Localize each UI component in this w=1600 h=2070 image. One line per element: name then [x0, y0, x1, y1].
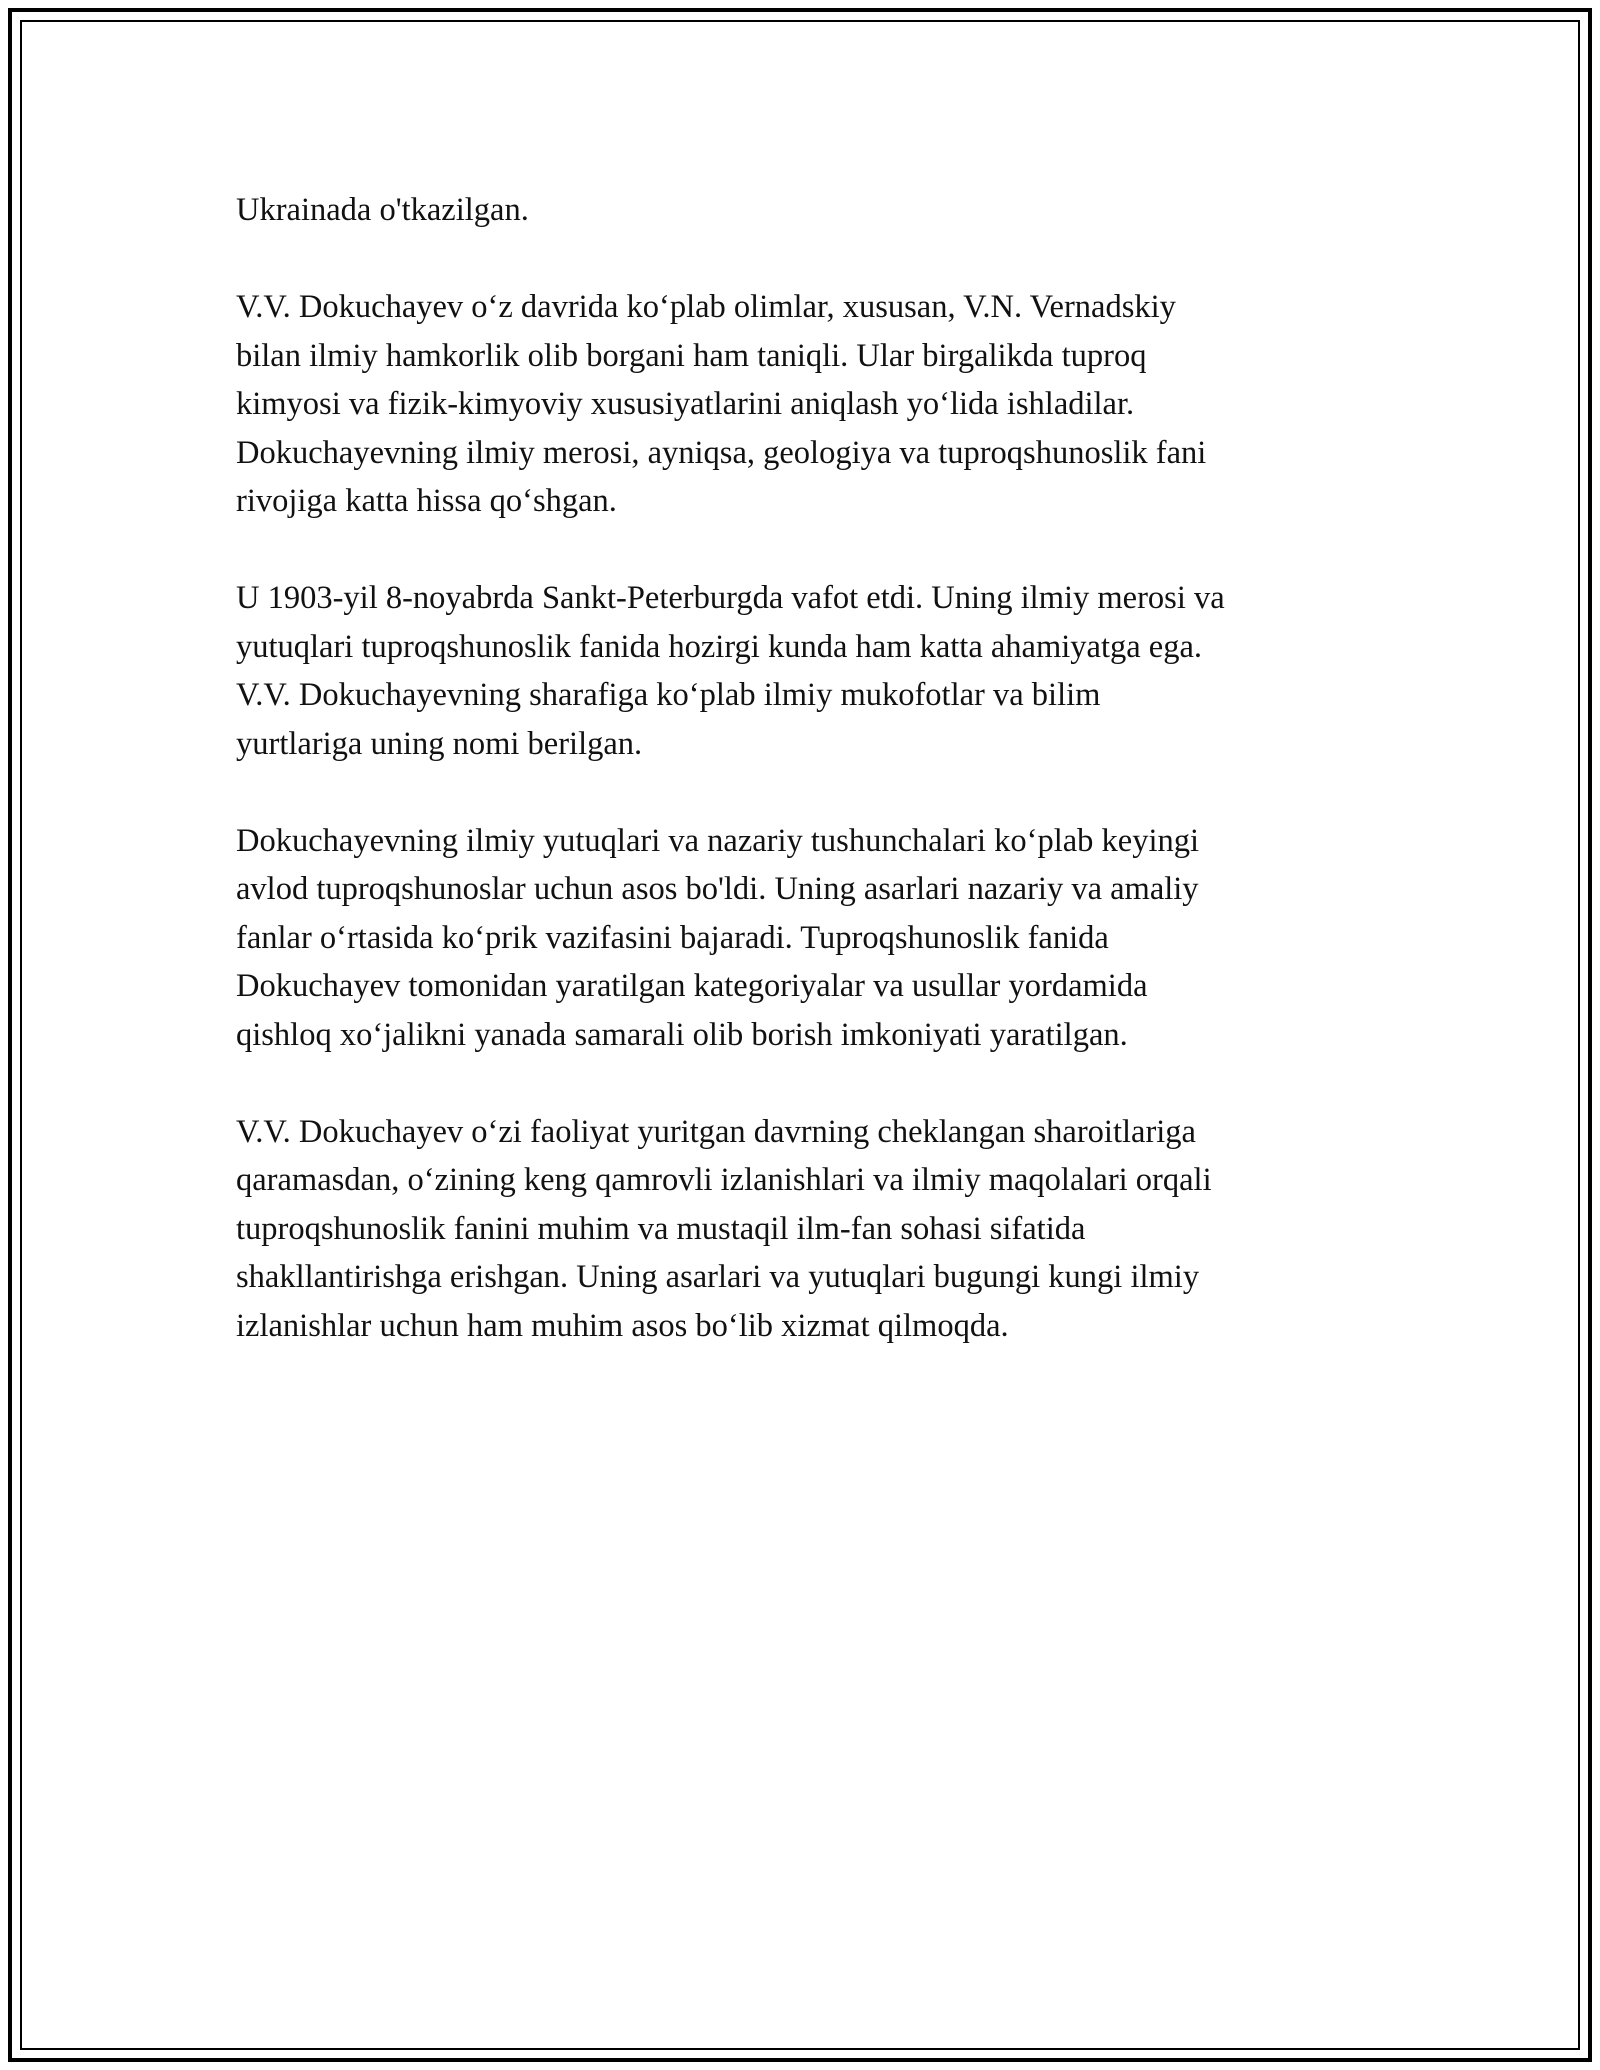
text-line: Dokuchayevning ilmiy merosi, ayniqsa, geologiya va tuproqshunoslik fani: [236, 434, 1207, 471]
text-line: tuproqshunoslik fanini muhim va mustaqil ilm-fan sohasi sifatida: [236, 1210, 1086, 1247]
document-body: [236, 186, 1376, 1399]
text-line: izlanishlar uchun ham muhim asos bo‘lib xizmat qilmoqda.: [236, 1307, 1009, 1344]
text-line: Dokuchayevning ilmiy yutuqlari va nazariy tushunchalari ko‘plab keyingi: [236, 822, 1200, 859]
paragraph-5: [236, 1108, 1376, 1351]
paragraph-4: [236, 817, 1376, 1060]
text-line: kimyosi va fizik-kimyoviy xususiyatlarini aniqlash yo‘lida ishladilar.: [236, 386, 1135, 422]
text-line: Ukrainada o'tkazilgan.: [236, 192, 529, 228]
text-line: rivojiga katta hissa qo‘shgan.: [236, 483, 617, 519]
text-line: V.V. Dokuchayev o‘zi faoliyat yuritgan davrning cheklangan sharoitlariga: [236, 1113, 1196, 1150]
text-line: U 1903-yil 8-noyabrda Sankt-Peterburgda vafot etdi. Uning ilmiy merosi va: [236, 580, 1225, 616]
paragraph-1: [236, 186, 1376, 235]
text-line: avlod tuproqshunoslar uchun asos bo'ldi. Uning asarlari nazariy va amaliy: [236, 871, 1199, 907]
text-line: bilan ilmiy hamkorlik olib borgani ham taniqli. Ular birgalikda tuproq: [236, 337, 1147, 374]
text-line: fanlar o‘rtasida ko‘prik vazifasini bajaradi. Tuproqshunoslik fanida: [236, 919, 1109, 956]
text-line: yurtlariga uning nomi berilgan.: [236, 725, 643, 762]
paragraph-2: [236, 283, 1376, 526]
text-line: qaramasdan, o‘zining keng qamrovli izlanishlari va ilmiy maqolalari orqali: [236, 1162, 1212, 1198]
paragraph-3: [236, 574, 1376, 768]
text-line: yutuqlari tuproqshunoslik fanida hozirgi kunda ham katta ahamiyatga ega.: [236, 628, 1203, 665]
text-line: qishloq xo‘jalikni yanada samarali olib borish imkoniyati yaratilgan.: [236, 1016, 1128, 1053]
text-line: V.V. Dokuchayev o‘z davrida ko‘plab olimlar, xususan, V.N. Vernadskiy: [236, 289, 1176, 325]
text-line: Dokuchayev tomonidan yaratilgan kategoriyalar va usullar yordamida: [236, 968, 1148, 1004]
text-line: shakllantirishga erishgan. Uning asarlari va yutuqlari bugungi kungi ilmiy: [236, 1259, 1200, 1295]
text-line: V.V. Dokuchayevning sharafiga ko‘plab ilmiy mukofotlar va bilim: [236, 677, 1101, 713]
